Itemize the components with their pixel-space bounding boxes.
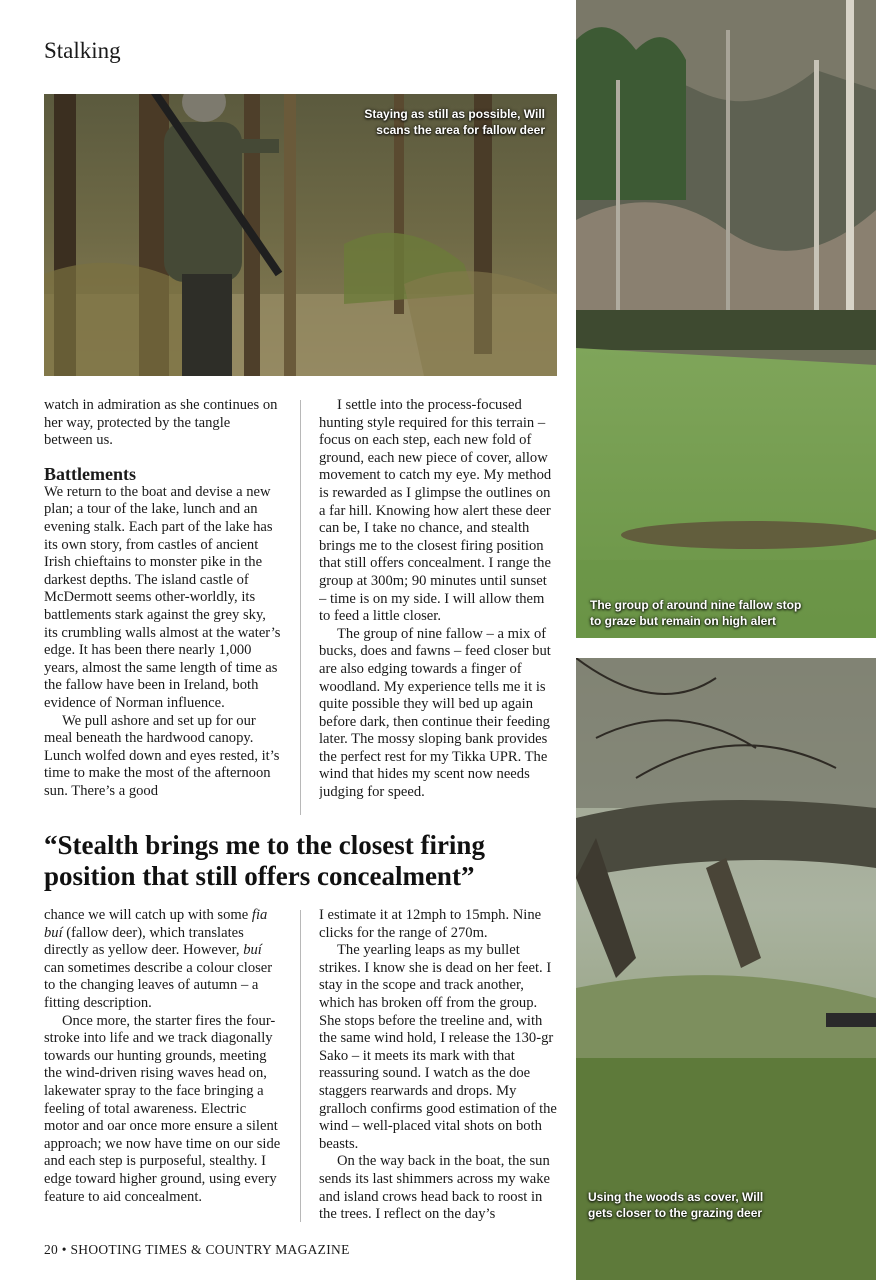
- right-top-photo-caption: The group of around nine fallow stop to graze but remain on high alert: [590, 598, 802, 628]
- paragraph: Once more, the starter fires the four-stroke into life and we track diagonally towards our hunting grounds, meeting the wind-driven rising waves head on, lakewater spray to the face bringing a feeling of total awareness. Electric motor and oar once more ensure a silent approach; we now have time on our side and each step is purposeful, stealthy. I edge toward higher ground, using every feature to aid concealment.: [44, 1012, 281, 1205]
- italic-term-fia-bui: fia buí: [44, 907, 268, 941]
- paragraph: watch in admiration as she continues on her way, protected by the tangle between us.: [44, 397, 278, 449]
- lower-right-column: [319, 907, 557, 1227]
- paragraph: We pull ashore and set up for our meal beneath the hardwood canopy. Lunch wolfed down and eyes rested, it’s time to make the most of the afternoon sun. There’s a good: [44, 712, 280, 799]
- text-run: (fallow deer), which translates directly as yellow deer. However,: [44, 924, 244, 959]
- right-bottom-photo-caption: Using the woods as cover, Will gets closer to the grazing deer: [588, 1190, 764, 1220]
- pull-quote: “Stealth brings me to the closest firing position that still offers concealment”: [44, 830, 485, 891]
- lower-left-column: [44, 907, 282, 1227]
- photo-hunter-woodland: [44, 94, 557, 376]
- paragraph: On the way back in the boat, the sun sends its last shimmers across my wake and island crows head back to roost in the trees. I reflect on the day’s: [319, 1153, 551, 1223]
- paragraph: The yearling leaps as my bullet strikes. I know she is dead on her feet. I stay in the scope and track another, which has broken off from the group. She stops before the treeline and, with the same wind hold, I release the 130-gr Sako – it meets its mark with that reassuring sound. I watch as the doe staggers rearwards and drops. My gralloch confirms good estimation of the wind – well-placed vital shots on both beasts.: [319, 942, 557, 1152]
- text-run: can sometimes describe a colour closer to the changing leaves of autumn – a fitting description.: [44, 959, 273, 1011]
- top-photo-caption: Staying as still as possible, Will scans the area for fallow deer: [364, 107, 545, 137]
- page-footer: 20 • SHOOTING TIMES & COUNTRY MAGAZINE: [44, 1242, 350, 1257]
- column-divider: [300, 910, 301, 1222]
- subheading-battlements: Battlements: [44, 463, 136, 484]
- italic-term-bui: buí: [243, 942, 262, 959]
- upper-right-column: [319, 397, 557, 822]
- paragraph: We return to the boat and devise a new plan; a tour of the lake, lunch and an evening stalk. Each part of the lake has its own story, from castles of ancient Irish chieftains to monster pike in the darkest depths. The island castle of McDermott seems other-worldly, its battlements stark against the grey sky, its crumbling walls almost at the water’s edge. It has been there nearly 1,000 years, almost the same length of time as the fallow have been in Ireland, both evidence of Norman influence.: [44, 483, 281, 711]
- photo-field-fallow: [576, 0, 876, 638]
- paragraph: I settle into the process-focused hunting style required for this terrain – focus on each step, each new fold of ground, each new piece of cover, allow movement to catch my eye. My method is rewarded as I glimpse the outlines on a far hill. Knowing how alert these deer can be, I take no chance, and stealth brings me to the closest firing position that still offers concealment. I range the group at 300m; 90 minutes until sunset – time is on my side. I will allow them to feed a little closer.: [319, 397, 552, 625]
- paragraph: I estimate it at 12mph to 15mph. Nine clicks for the range of 270m.: [319, 907, 542, 941]
- paragraph: [44, 907, 282, 1013]
- column-divider: [300, 400, 301, 815]
- paragraph: The group of nine fallow – a mix of bucks, does and fawns – feed closer but are also edging towards a finger of woodland. My experience tells me it is quite possible they will bed up again before dark, then continue their feeding later. The mossy sloping bank provides the perfect rest for my Tikka UPR. The wind that hides my scent now needs judging for speed.: [319, 625, 551, 801]
- photo-woods-cover: [576, 658, 876, 1280]
- text-run: chance we will catch up with some: [44, 907, 252, 923]
- upper-left-column: [44, 397, 282, 822]
- section-label: Stalking: [44, 38, 121, 63]
